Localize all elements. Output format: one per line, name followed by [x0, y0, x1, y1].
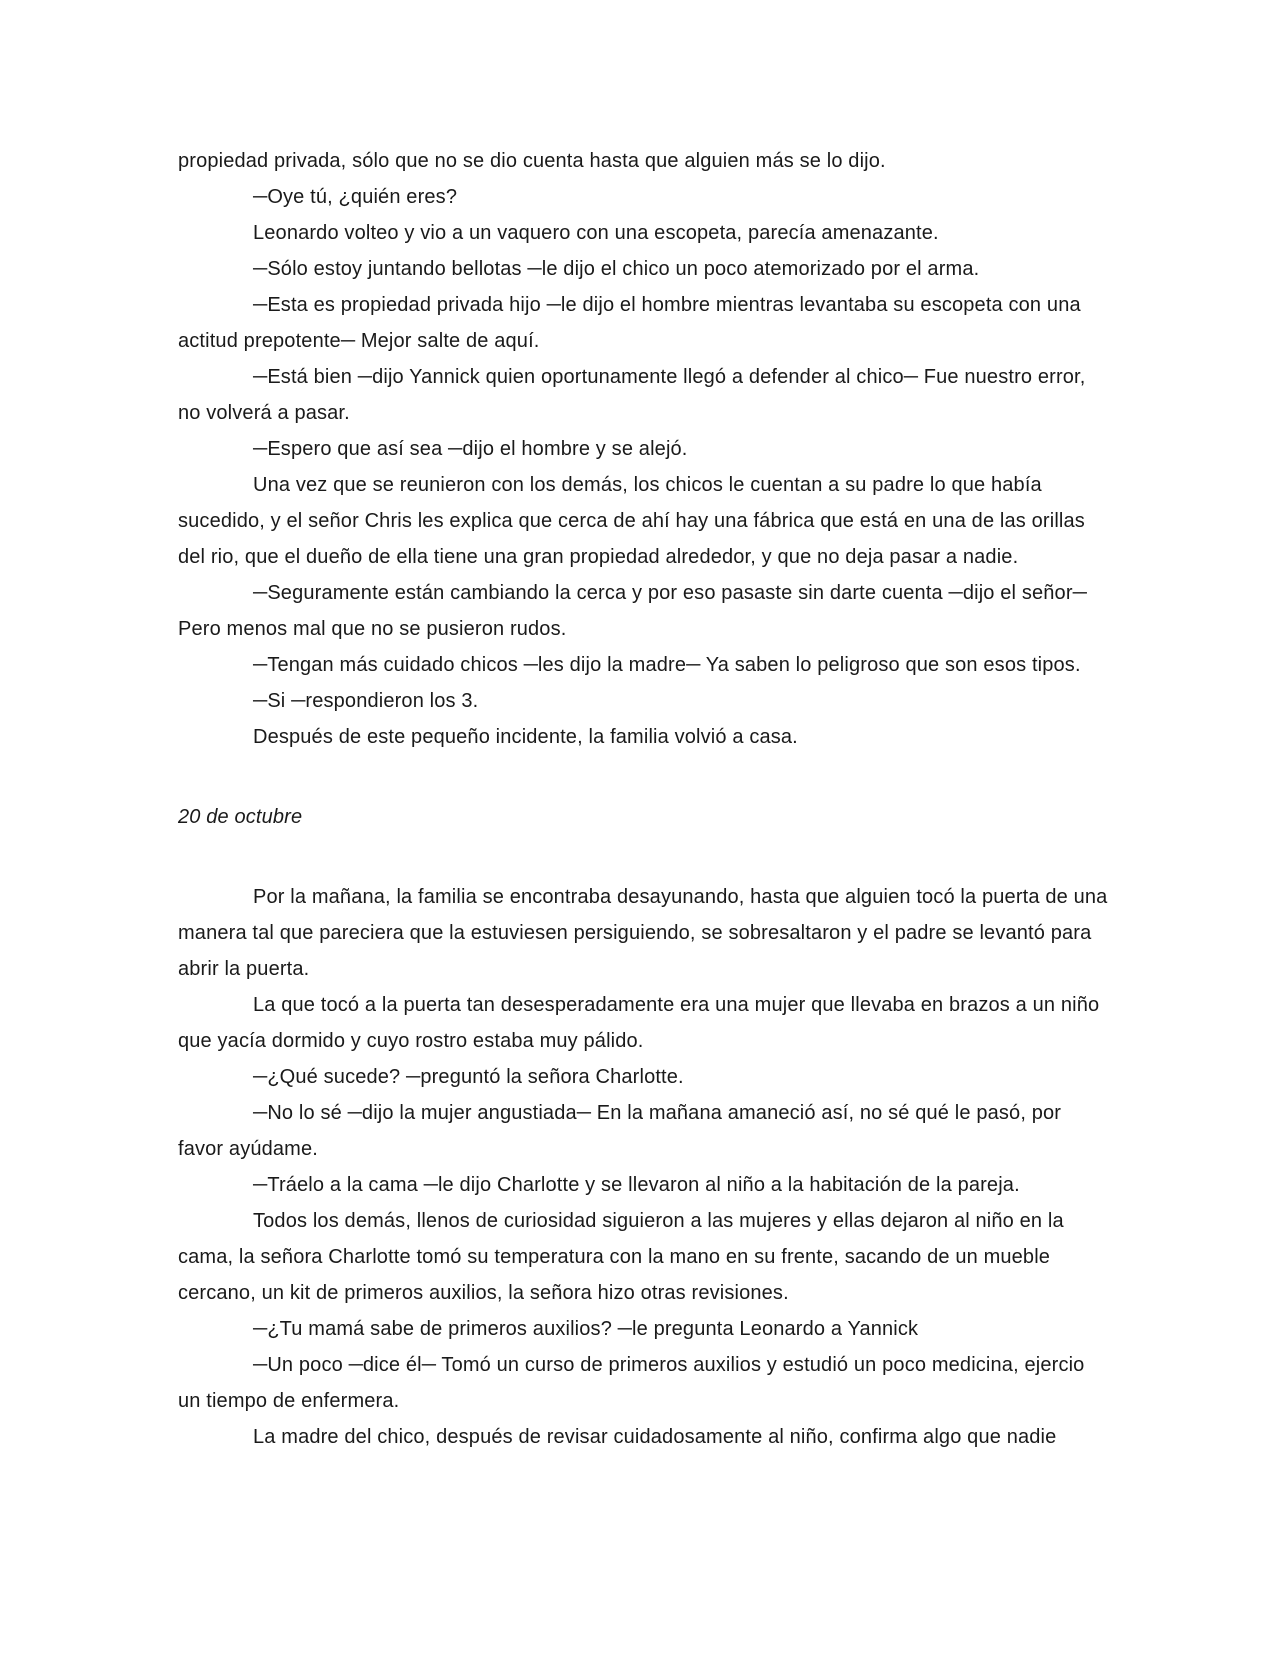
paragraph: ─Tengan más cuidado chicos ─les dijo la madre─ Ya saben lo peligroso que son esos tipos. [253, 654, 1081, 676]
body-text [178, 143, 1108, 1455]
date-heading: 20 de octubre [178, 806, 303, 828]
paragraph: La que tocó a la puerta tan desesperadamente era una mujer que llevaba en brazos a un niño que yacía dormido y cuyo rostro estaba muy pálido. [178, 994, 1100, 1052]
paragraph: ─Está bien ─dijo Yannick quien oportunamente llegó a defender al chico─ Fue nuestro error, no volverá a pasar. [178, 366, 1086, 424]
paragraph: ─Un poco ─dice él─ Tomó un curso de primeros auxilios y estudió un poco medicina, ejercio un tiempo de enfermera. [178, 1354, 1085, 1412]
section-before-date [178, 143, 1108, 755]
paragraph: Una vez que se reunieron con los demás, los chicos le cuentan a su padre lo que había sucedido, y el señor Chris les explica que cerca de ahí hay una fábrica que está en una de las orillas del rio, que el dueño de ella tiene una gran propiedad alrededor, y que no deja pasar a nadie. [178, 474, 1085, 568]
paragraph: ─¿Tu mamá sabe de primeros auxilios? ─le pregunta Leonardo a Yannick [253, 1318, 919, 1340]
paragraph: La madre del chico, después de revisar cuidadosamente al niño, confirma algo que nadie [253, 1426, 1057, 1448]
paragraph: ─No lo sé ─dijo la mujer angustiada─ En la mañana amaneció así, no sé qué le pasó, por favor ayúdame. [178, 1102, 1062, 1160]
paragraph: ─Oye tú, ¿quién eres? [253, 186, 458, 208]
paragraph: propiedad privada, sólo que no se dio cuenta hasta que alguien más se lo dijo. [178, 150, 886, 172]
paragraph: ─Si ─respondieron los 3. [253, 690, 479, 712]
paragraph: Por la mañana, la familia se encontraba desayunando, hasta que alguien tocó la puerta de una manera tal que pareciera que la estuviesen persiguiendo, se sobresaltaron y el padre se levantó para abrir la puerta. [178, 886, 1108, 980]
paragraph: ─Esta es propiedad privada hijo ─le dijo el hombre mientras levantaba su escopeta con una actitud prepotente─ Mejor salte de aquí. [178, 294, 1081, 352]
paragraph: Todos los demás, llenos de curiosidad siguieron a las mujeres y ellas dejaron al niño en la cama, la señora Charlotte tomó su temperatura con la mano en su frente, sacando de un mueble cercano, un kit de primeros auxilios, la señora hizo otras revisiones. [178, 1210, 1064, 1304]
section-after-date [178, 879, 1108, 1455]
paragraph: ─¿Qué sucede? ─preguntó la señora Charlotte. [253, 1066, 684, 1088]
paragraph: ─Espero que así sea ─dijo el hombre y se alejó. [253, 438, 688, 460]
paragraph: ─Tráelo a la cama ─le dijo Charlotte y se llevaron al niño a la habitación de la pareja. [253, 1174, 1020, 1196]
paragraph: ─Seguramente están cambiando la cerca y por eso pasaste sin darte cuenta ─dijo el señor─ Pero menos mal que no se pusieron rudos. [178, 582, 1087, 640]
paragraph: Leonardo volteo y vio a un vaquero con una escopeta, parecía amenazante. [253, 222, 939, 244]
paragraph: ─Sólo estoy juntando bellotas ─le dijo el chico un poco atemorizado por el arma. [253, 258, 980, 280]
paragraph: Después de este pequeño incidente, la familia volvió a casa. [253, 726, 798, 748]
